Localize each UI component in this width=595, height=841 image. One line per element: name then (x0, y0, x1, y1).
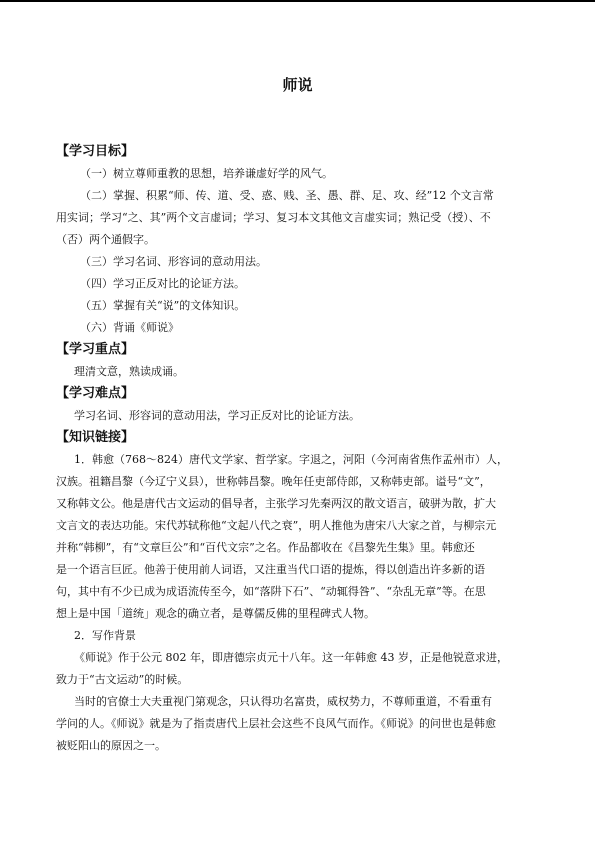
knowledge-line-5: 并称“韩柳”，有“文章巨公”和“百代文宗”之名。作品都收在《昌黎先生集》里。韩愈还 (56, 541, 475, 554)
knowledge-line-9: 2．写作背景 (74, 629, 136, 642)
difficulty-line-1: 学习名词、形容词的意动用法，学习正反对比的论证方法。 (74, 409, 360, 422)
knowledge-line-6: 是一个语言巨匠。他善于使用前人词语，又注重当代口语的提炼，得以创造出许多新的语 (56, 563, 485, 576)
heading-difficulty: 【学习难点】 (56, 386, 135, 401)
knowledge-line-7: 句，其中有不少已成为成语流传至今，如“落阱下石”、“动辄得咎”、“杂乱无章”等。在思 (56, 585, 486, 598)
heading-focus: 【学习重点】 (56, 342, 135, 357)
knowledge-line-4: 文言文的表达功能。宋代苏轼称他“文起八代之衰”，明人推他为唐宋八大家之首，与柳宗元 (56, 519, 497, 532)
knowledge-line-13: 学问的人。《师说》就是为了指责唐代上层社会这些不良风气而作。《师说》的问世也是韩愈 (56, 717, 496, 730)
knowledge-line-10: 《师说》作于公元 802 年，即唐德宗贞元十八年。这一年韩愈 43 岁，正是他锐意求进， (74, 651, 508, 664)
knowledge-line-12: 当时的官僚士大夫重视门第观念，只认得功名富贵，威权势力，不尊师重道，不看重有 (74, 695, 492, 708)
goal-line-4: （四）学习正反对比的论证方法。 (80, 277, 245, 290)
knowledge-line-14: 被贬阳山的原因之一。 (56, 739, 166, 752)
knowledge-line-11: 致力于“古文运动”的时候。 (56, 673, 189, 686)
goal-line-2b: 用实词；学习“之、其”两个文言虚词；学习、复习本文其他文言虚实词；熟记受（授）、不 (56, 211, 491, 224)
goal-line-3: （三）学习名词、形容词的意动用法。 (80, 255, 267, 268)
top-rule (0, 0, 595, 2)
goal-line-2a: （二）掌握、积累“师、传、道、受、惑、贱、圣、愚、群、足、攻、经”12 个文言常 (80, 189, 494, 202)
goal-line-2c: （否）两个通假字。 (56, 233, 155, 246)
goal-line-5: （五）掌握有关“说”的文体知识。 (80, 299, 246, 312)
heading-knowledge: 【知识链接】 (56, 430, 135, 445)
knowledge-line-3: 又称韩文公。他是唐代古文运动的倡导者，主张学习先秦两汉的散文语言，破骈为散，扩大 (56, 497, 496, 510)
knowledge-line-1: 1．韩愈（768～824）唐代文学家、哲学家。字退之，河阳（今河南省焦作孟州市）人， (74, 453, 508, 466)
goal-line-6: （六）背诵《师说》 (80, 321, 179, 334)
knowledge-line-2: 汉族。祖籍昌黎（今辽宁义县），世称韩昌黎。晚年任吏部侍郎，又称韩吏部。谥号“文”， (56, 475, 491, 488)
goal-line-1: （一）树立尊师重教的思想，培养谦虚好学的风气。 (80, 167, 333, 180)
page-title: 师说 (282, 76, 313, 94)
focus-line-1: 理清文意，熟读成诵。 (74, 365, 184, 378)
knowledge-line-8: 想上是中国「道统」观念的确立者，是尊儒反佛的里程碑式人物。 (56, 607, 375, 620)
heading-goals: 【学习目标】 (56, 144, 135, 159)
